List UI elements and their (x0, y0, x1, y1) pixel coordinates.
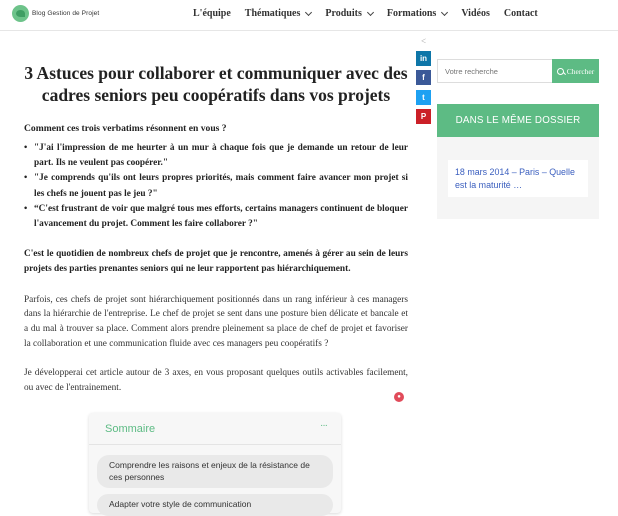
body-paragraph: Parfois, ces chefs de projet sont hiérarchiquement positionnés dans un rang inférieur à ces managers dans la hiérarchie de l'entreprise. Le chef de projet se sent dans une posture bien délicate et bancale et a du mal à trouver sa place. Comment alors prendre pleinement sa place de chef de projet et favoriser la collaboration et une communication fluide avec ces managers peu coopératifs ? (24, 294, 408, 349)
linkedin-icon: in (419, 53, 428, 63)
list-item: • "Je comprends qu'ils ont leurs propres priorités, mais comment faire avancer mon projet si les chefs ne jouent pas le jeu ?" (24, 171, 408, 201)
facebook-share-button[interactable] (416, 70, 431, 85)
toc-title: Sommaire (105, 422, 156, 435)
nav-item-videos[interactable] (461, 8, 490, 19)
logo-text: Blog Gestion de Projet (32, 10, 100, 17)
main-nav (193, 8, 538, 19)
nav-item-produits[interactable] (325, 8, 373, 19)
site-logo[interactable] (12, 5, 99, 22)
menu-dots-icon[interactable]: ··· (320, 420, 327, 431)
article-question: Comment ces trois verbatims résonnent en vous ? (24, 123, 227, 134)
pinterest-icon: P (420, 112, 427, 121)
nav-item-thematiques[interactable] (245, 8, 312, 19)
pinterest-share-button[interactable] (416, 109, 431, 124)
linkedin-share-button[interactable] (416, 51, 431, 66)
search-icon (557, 68, 564, 75)
list-item: • "J'ai l'impression de me heurter à un mur à chaque fois que je demande un retour de leur part. Ils ne veulent pas coopérer." (24, 141, 408, 171)
nav-label: Formations (386, 8, 437, 19)
toc-header[interactable] (89, 413, 341, 445)
list-item: • “C'est frustrant de voir que malgré tous mes efforts, certains managers continuent de bloquer l'avancement du projet. Comment les faire collaborer ?" (24, 202, 408, 232)
article-title: 3 Astuces pour collaborer et communiquer avec des cadres seniors peu coopératifs dans vos projets (24, 63, 408, 105)
nav-item-formations[interactable] (387, 8, 447, 19)
nav-label: Contact (503, 8, 538, 19)
related-dossier-widget (437, 104, 599, 219)
nav-label: Thématiques (244, 8, 301, 19)
verbatim-list (24, 141, 408, 232)
chevron-down-icon (441, 8, 448, 15)
logo-icon (12, 5, 29, 22)
badge-dot: ● (397, 394, 401, 400)
nav-item-contact[interactable] (504, 8, 538, 19)
twitter-icon: t (422, 92, 425, 102)
facebook-icon: f (422, 73, 425, 82)
top-header (0, 0, 618, 31)
twitter-share-button[interactable] (416, 90, 431, 105)
chevron-down-icon (367, 8, 374, 15)
chevron-down-icon (305, 8, 312, 15)
toc-item[interactable]: Comprendre les raisons et enjeux de la résistance de ces personnes (97, 455, 333, 488)
search-input[interactable] (437, 59, 552, 83)
nav-item-equipe[interactable] (193, 8, 231, 19)
toc-item[interactable]: Adapter votre style de communication (97, 494, 333, 516)
nav-label: Produits (325, 8, 362, 19)
table-of-contents (89, 413, 341, 513)
intro-paragraph: C'est le quotidien de nombreux chefs de projet que je rencontre, amenés à gérer au sein de leurs projets des parties prenantes seniors qui ne leur rapportent pas hiérarchiquement. (24, 249, 408, 275)
search-form (437, 59, 599, 83)
toc-list (89, 445, 341, 516)
body-paragraph: Je développerai cet article autour de 3 axes, en vous proposant quelques outils activables facilement, ou avec de l'entrainement. (24, 368, 408, 394)
article (24, 62, 408, 396)
nav-label: L'équipe (193, 8, 231, 19)
dossier-title: DANS LE MÊME DOSSIER (437, 104, 599, 137)
dossier-link[interactable]: 18 mars 2014 – Paris – Quelle est la maturité … (448, 160, 588, 197)
share-icon: < (420, 35, 427, 46)
share-bar (416, 35, 431, 124)
search-button[interactable] (552, 59, 599, 83)
search-button-label: Chercher (566, 66, 595, 76)
notification-badge[interactable] (394, 392, 404, 402)
nav-label: Vidéos (461, 8, 490, 19)
